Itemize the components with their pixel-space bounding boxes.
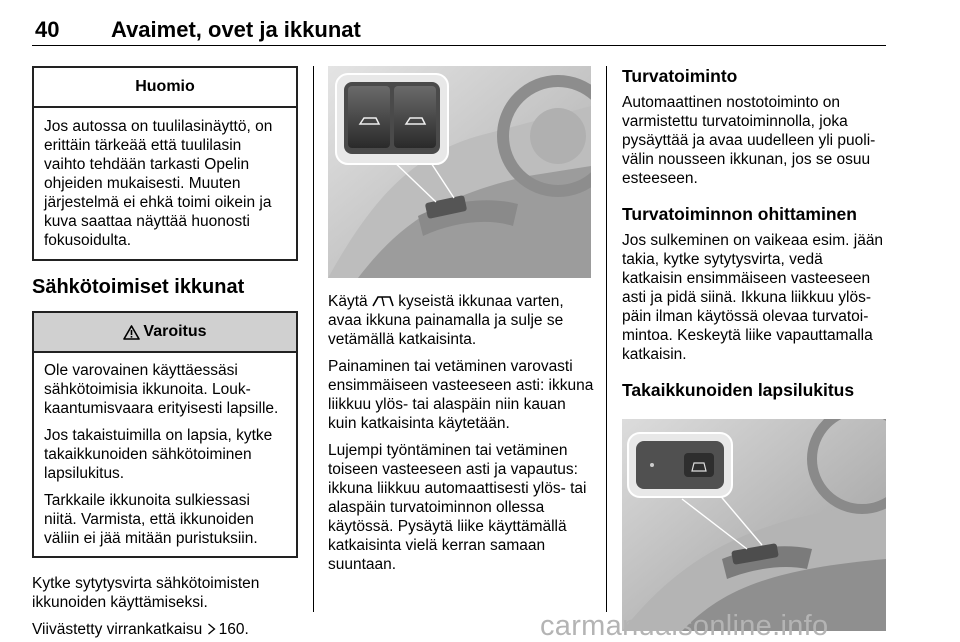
first-detent-text: Painaminen tai vetäminen varovasti ensimmäiseen vasteeseen asti: ikkuna liikkuu ylös- tai alaspäin niin kauan kuin katkaisinta käytetään. <box>328 358 594 432</box>
window-switch-symbol-icon <box>372 294 394 307</box>
switch-usage-text: Käytä kyseistä ikkunaa varten, avaa ikkuna painamalla ja sulje se vetämällä katkaisinta. <box>328 293 564 348</box>
warning-box-header <box>34 313 296 353</box>
second-detent-text: Lujempi työntäminen tai vetäminen toiseen vasteeseen asti ja vapautus: ikkuna liikkuu automaattisesti ylös- tai alaspäin turvatoiminnon ollessa käytössä. Pysäytä liike käyttämällä katkaisinta vielä kerran samaan suuntaan. <box>328 442 587 573</box>
page-reference[interactable]: 160 <box>218 621 245 638</box>
note-box-text: Jos autossa on tuulilasinäyttö, on erittäin tärkeää että tuulilasin vaihto tehdään tarkasti Opelin ohjeiden mukaisesti. Muuten järjestelmä ei ehkä toimi oikein ja kuva saattaa näyttää huonosti fokusoidulta. <box>44 118 273 249</box>
override-text: Jos sulkeminen on vaikeaa esim. jään takia, kytke sytytysvirta, vedä katkaisin ensimmäiseen vasteeseen asti ja pidä siinä. Ikkuna liikkuu ylöspäin ilman käytössä olevaa turvatoimintoa. Keskeytä liike vapauttamalla katkaisin. <box>622 232 884 363</box>
ignition-text: Kytke sytytysvirta sähkötoimisten ikkunoiden käyttämiseksi. <box>32 575 260 611</box>
override-title: Turvatoiminnon ohittaminen <box>622 204 857 224</box>
page-number: 40 <box>35 17 60 42</box>
column-left <box>32 66 298 642</box>
delayed-power-off-text: Viivästetty virrankatkaisu 160. <box>32 621 249 638</box>
column-divider-left <box>313 66 314 612</box>
watermark: carmanualsonline.info <box>540 610 829 642</box>
column-middle <box>328 66 594 582</box>
safety-function-text: Automaattinen nostotoiminto on varmistettu turvatoiminnolla, joka pysäyttää ja avaa uudelleen yli puolivälin nousseen ikkunan, jos se osuu esteeseen. <box>622 94 876 187</box>
warning-paragraph: Jos takaistuimilla on lapsia, kytke takaikkunoiden sähkötoiminen lapsilukitus. <box>44 427 273 482</box>
page-reference-icon <box>207 623 216 635</box>
warning-box-title: Varoitus <box>143 323 207 340</box>
child-lock-photo <box>622 419 886 631</box>
column-divider-right <box>606 66 607 612</box>
window-switch-photo <box>328 66 591 278</box>
column-right <box>622 66 886 631</box>
section-title: Sähkötoimiset ikkunat <box>32 276 245 298</box>
note-box-title: Huomio <box>34 68 296 108</box>
safety-function-title: Turvatoiminto <box>622 66 738 86</box>
note-box <box>32 66 298 261</box>
warning-box <box>32 311 298 558</box>
warning-paragraph: Ole varovainen käyttäessäsi sähkötoimisia ikkunoita. Loukkaantumisvaara erityisesti lapsille. <box>44 362 279 417</box>
warning-triangle-icon <box>123 325 140 340</box>
page-header <box>32 0 886 46</box>
warning-paragraph: Tarkkaile ikkunoita sulkiessasi niitä. Varmista, että ikkunoiden väliin ei jää mitään puristuksiin. <box>44 492 258 547</box>
running-title: Avaimet, ovet ja ikkunat <box>111 17 361 42</box>
child-lock-title: Takaikkunoiden lapsilukitus <box>622 380 855 400</box>
